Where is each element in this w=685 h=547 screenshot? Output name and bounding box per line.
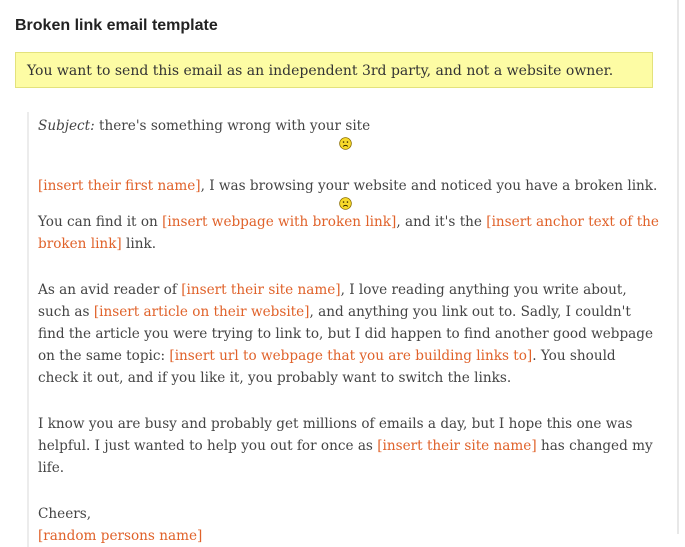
subject-text: there's something wrong with your site — [99, 118, 371, 134]
subject-label: Subject: — [38, 118, 95, 134]
note-text-2: has changed my life. — [38, 438, 653, 476]
email-subject-line — [38, 115, 659, 137]
reader-text-1: As an avid reader of — [38, 282, 182, 298]
location-text-1: You can find it on — [38, 214, 163, 230]
email-template — [27, 112, 659, 547]
note-text-1: I know you are busy and probably get millions of emails a day, but I hope this one was helpful. I just wanted to help you out for once as — [38, 416, 633, 454]
sad-face-icon — [339, 197, 352, 210]
reader-text-3: , and anything you link out to. Sadly, I couldn't find the article you were trying to link to, but I did happen to find another good webpage on the same topic: — [38, 304, 654, 364]
email-paragraph-greeting — [38, 175, 659, 197]
location-text-3: link. — [121, 236, 157, 252]
placeholder-first-name: [insert their first name] — [38, 178, 201, 194]
greeting-text: , I was browsing your website and noticed you have a broken link. — [200, 178, 658, 194]
email-paragraph-location — [38, 211, 659, 255]
email-paragraph-closing-note — [38, 413, 659, 479]
email-closing: Cheers, — [38, 506, 92, 522]
reader-text-4: . You should check it out, and if you like it, you probably want to switch the links. — [38, 348, 616, 386]
email-paragraph-reader — [38, 279, 659, 389]
reader-text-2: , I love reading anything you write about, such as — [38, 282, 627, 320]
placeholder-site-name: [insert their site name] — [181, 282, 341, 298]
location-text-2: , and it's the — [396, 214, 487, 230]
placeholder-anchor-text: [insert anchor text of the broken link] — [38, 214, 659, 252]
placeholder-broken-page: [insert webpage with broken link] — [162, 214, 397, 230]
email-signature: [random persons name] — [38, 528, 203, 544]
section-heading: Broken link email template — [15, 17, 218, 34]
placeholder-article: [insert article on their website] — [93, 304, 310, 320]
page-edge — [677, 0, 679, 534]
sad-face-icon — [339, 137, 352, 150]
placeholder-site-name-2: [insert their site name] — [377, 438, 537, 454]
placeholder-target-url: [insert url to webpage that you are building links to] — [169, 348, 533, 364]
notice-box: You want to send this email as an independent 3rd party, and not a website owner. — [15, 52, 653, 88]
